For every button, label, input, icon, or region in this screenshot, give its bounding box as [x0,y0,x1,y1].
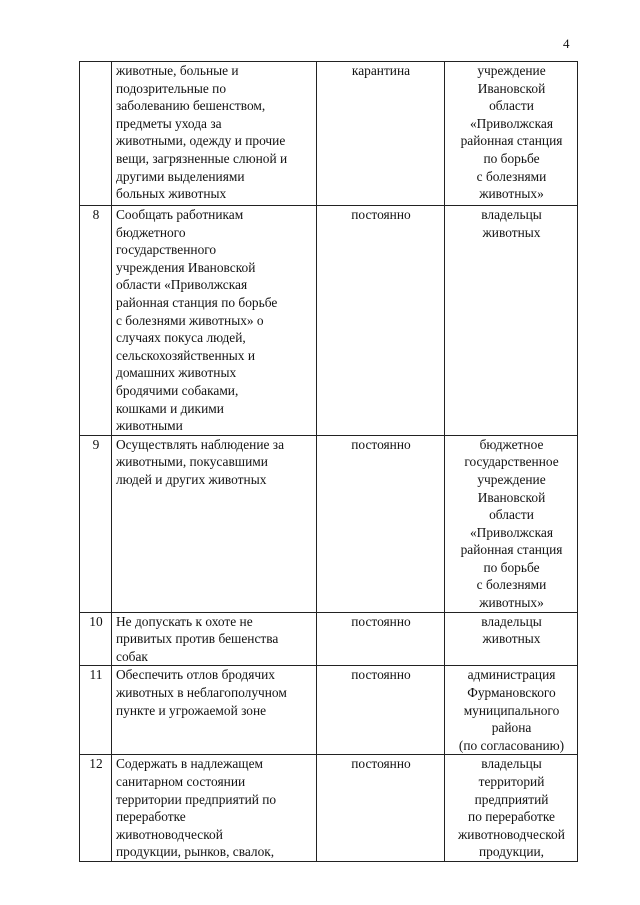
action-cell: Осуществлять наблюдение за животными, покусавшими людей и других животных [112,435,317,612]
responsible-cell: владельцы животных [445,206,578,436]
row-number: 10 [80,612,112,666]
responsible-cell: владельцы территорий предприятий по переработке животноводческой продукции, [445,755,578,862]
action-cell: Не допускать к охоте не привитых против бешенства собак [112,612,317,666]
action-cell: Сообщать работникам бюджетного государственного учреждения Ивановской области «Приволжская районная станция по борьбе с болезнями животных» о случаях покуса людей, сельскохозяйственных и домашних животных бродячими собаками, кошками и дикими животными [112,206,317,436]
action-cell: Содержать в надлежащем санитарном состоянии территории предприятий по переработке животноводческой продукции, рынков, свалок, [112,755,317,862]
responsible-cell: владельцы животных [445,612,578,666]
term-cell: постоянно [317,755,445,862]
action-cell: животные, больные и подозрительные по заболеванию бешенством, предметы ухода за животными, одежду и прочие вещи, загрязненные слюной и другими выделениями больных животных [112,62,317,206]
term-cell: постоянно [317,206,445,436]
table-row [80,435,578,612]
table-row [80,612,578,666]
row-number: 11 [80,666,112,755]
responsible-cell: учреждение Ивановской области «Приволжская районная станция по борьбе с болезнями животных» [445,62,578,206]
term-cell: постоянно [317,666,445,755]
action-cell: Обеспечить отлов бродячих животных в неблагополучном пункте и угрожаемой зоне [112,666,317,755]
table-row [80,666,578,755]
page-number: 4 [563,36,570,51]
table-row [80,755,578,862]
row-number: 8 [80,206,112,436]
row-number: 12 [80,755,112,862]
measures-table [79,61,578,862]
table-row [80,206,578,436]
term-cell: постоянно [317,612,445,666]
row-number [80,62,112,206]
responsible-cell: бюджетное государственное учреждение Ивановской области «Приволжская районная станция по борьбе с болезнями животных» [445,435,578,612]
term-cell: постоянно [317,435,445,612]
row-number: 9 [80,435,112,612]
table-row [80,62,578,206]
responsible-cell: администрация Фурмановского муниципального района (по согласованию) [445,666,578,755]
term-cell: карантина [317,62,445,206]
